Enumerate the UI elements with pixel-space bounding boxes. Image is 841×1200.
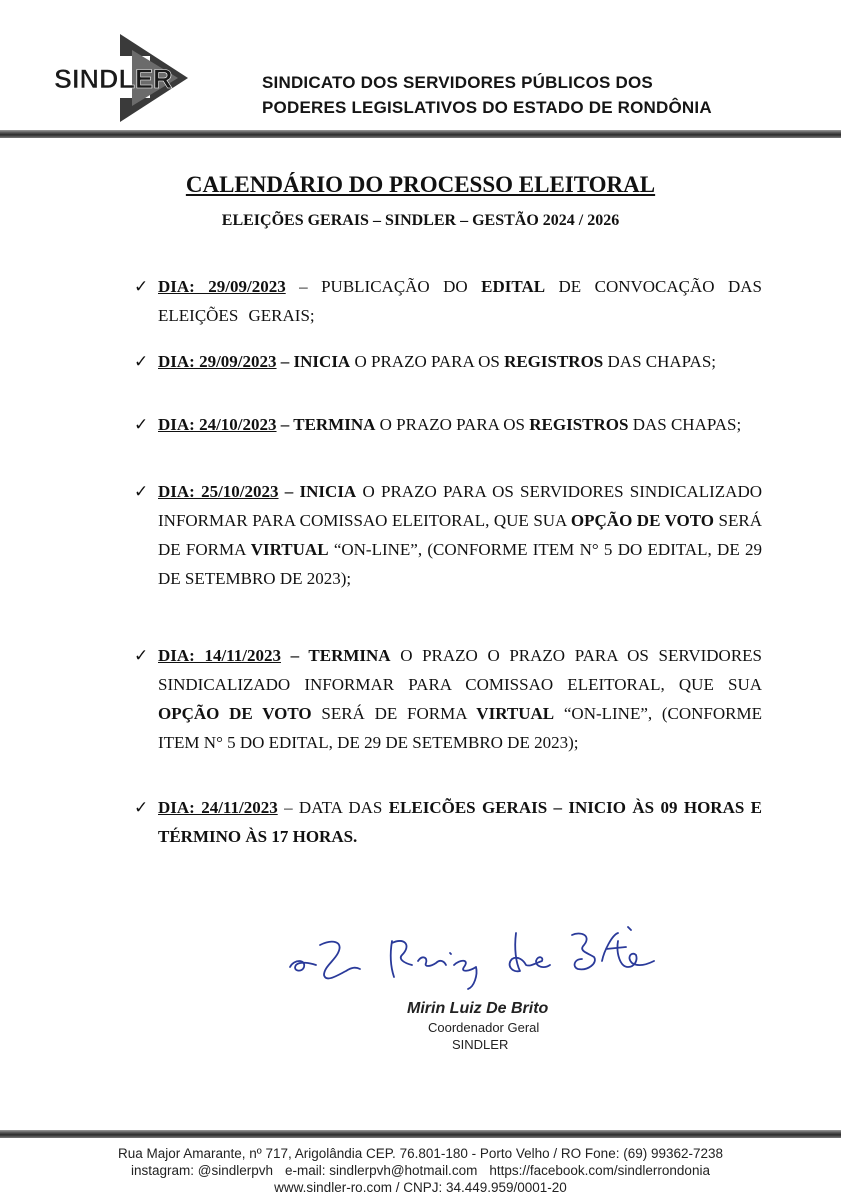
sindler-logo [50, 28, 200, 126]
footer-facebook: https://facebook.com/sindlerrondonia [489, 1163, 710, 1178]
logo-arrow-icon [50, 28, 200, 126]
footer-instagram: instagram: @sindlerpvh [131, 1163, 274, 1178]
entry-date: DIA: 29/09/2023 [158, 277, 286, 296]
organization-name [262, 70, 712, 120]
entry-date: DIA: 29/09/2023 [158, 352, 277, 371]
document-title: CALENDÁRIO DO PROCESSO ELEITORAL [185, 172, 656, 197]
entry-date: DIA: 24/10/2023 [158, 415, 277, 434]
check-icon: ✓ [134, 798, 149, 817]
check-icon: ✓ [134, 482, 149, 501]
signer-role: Coordenador Geral [428, 1020, 540, 1035]
footer-social [0, 1162, 841, 1179]
calendar-entry: ✓ DIA: 29/09/2023 – INICIA O PRAZO PARA OS REGISTROS DAS CHAPAS; [134, 347, 762, 376]
calendar-entry: ✓ DIA: 14/11/2023 – TERMINA O PRAZO O PRAZO PARA OS SERVIDORES SINDICALIZADO INFORMAR PARA COMISSAO ELEITORAL, QUE SUA OPÇÃO DE VOTO SERÁ DE FORMA VIRTUAL “ON-LINE”, (CONFORME ITEM N° 5 DO EDITAL, DE 29 DE SETEMBRO DE 2023); [134, 641, 762, 757]
footer-website-cnpj: www.sindler-ro.com / CNPJ: 34.449.959/0001-20 [274, 1180, 567, 1195]
check-icon: ✓ [134, 352, 149, 371]
signer-organization: SINDLER [452, 1037, 509, 1052]
header-divider [0, 130, 841, 138]
logo-text: SINDLER [54, 64, 173, 94]
org-line-2: PODERES LEGISLATIVOS DO ESTADO DE RONDÔNIA [262, 98, 712, 117]
check-icon: ✓ [134, 646, 149, 665]
calendar-entry: ✓ DIA: 24/10/2023 – TERMINA O PRAZO PARA OS REGISTROS DAS CHAPAS; [134, 410, 762, 439]
entry-date: DIA: 14/11/2023 [158, 646, 281, 665]
signature-text: Mirin Luiz de Brito [433, 990, 527, 1004]
calendar-entry: ✓ DIA: 29/09/2023 – PUBLICAÇÃO DO EDITAL DE CONVOCAÇÃO DAS ELEIÇÕES GERAIS; [134, 272, 762, 330]
footer-divider [0, 1130, 841, 1138]
footer-email: e-mail: sindlerpvh@hotmail.com [285, 1163, 478, 1178]
footer-address: Rua Major Amarante, nº 717, Arigolândia CEP. 76.801-180 - Porto Velho / RO Fone: (69) 99362-7238 [117, 1146, 724, 1161]
entry-date: DIA: 24/11/2023 [158, 798, 278, 817]
check-icon: ✓ [134, 415, 149, 434]
calendar-entry: ✓ DIA: 25/10/2023 – INICIA O PRAZO PARA OS SERVIDORES SINDICALIZADO INFORMAR PARA COMISSAO ELEITORAL, QUE SUA OPÇÃO DE VOTO SERÁ DE FORMA VIRTUAL “ON-LINE”, (CONFORME ITEM N° 5 DO EDITAL, DE 29 DE SETEMBRO DE 2023); [134, 477, 762, 593]
handwritten-signature [280, 905, 680, 1005]
check-icon: ✓ [134, 277, 149, 296]
calendar-entry: ✓ DIA: 24/11/2023 – DATA DAS ELEICÕES GERAIS – INICIO ÀS 09 HORAS E TÉRMINO ÀS 17 HORAS. [134, 793, 762, 851]
org-line-1: SINDICATO DOS SERVIDORES PÚBLICOS DOS [262, 73, 653, 92]
entry-date: DIA: 25/10/2023 [158, 482, 279, 501]
document-subtitle: ELEIÇÕES GERAIS – SINDLER – GESTÃO 2024 / 2026 [221, 212, 620, 229]
footer-contact [0, 1145, 841, 1196]
signer-name: Mirin Luiz De Brito [407, 1000, 549, 1017]
